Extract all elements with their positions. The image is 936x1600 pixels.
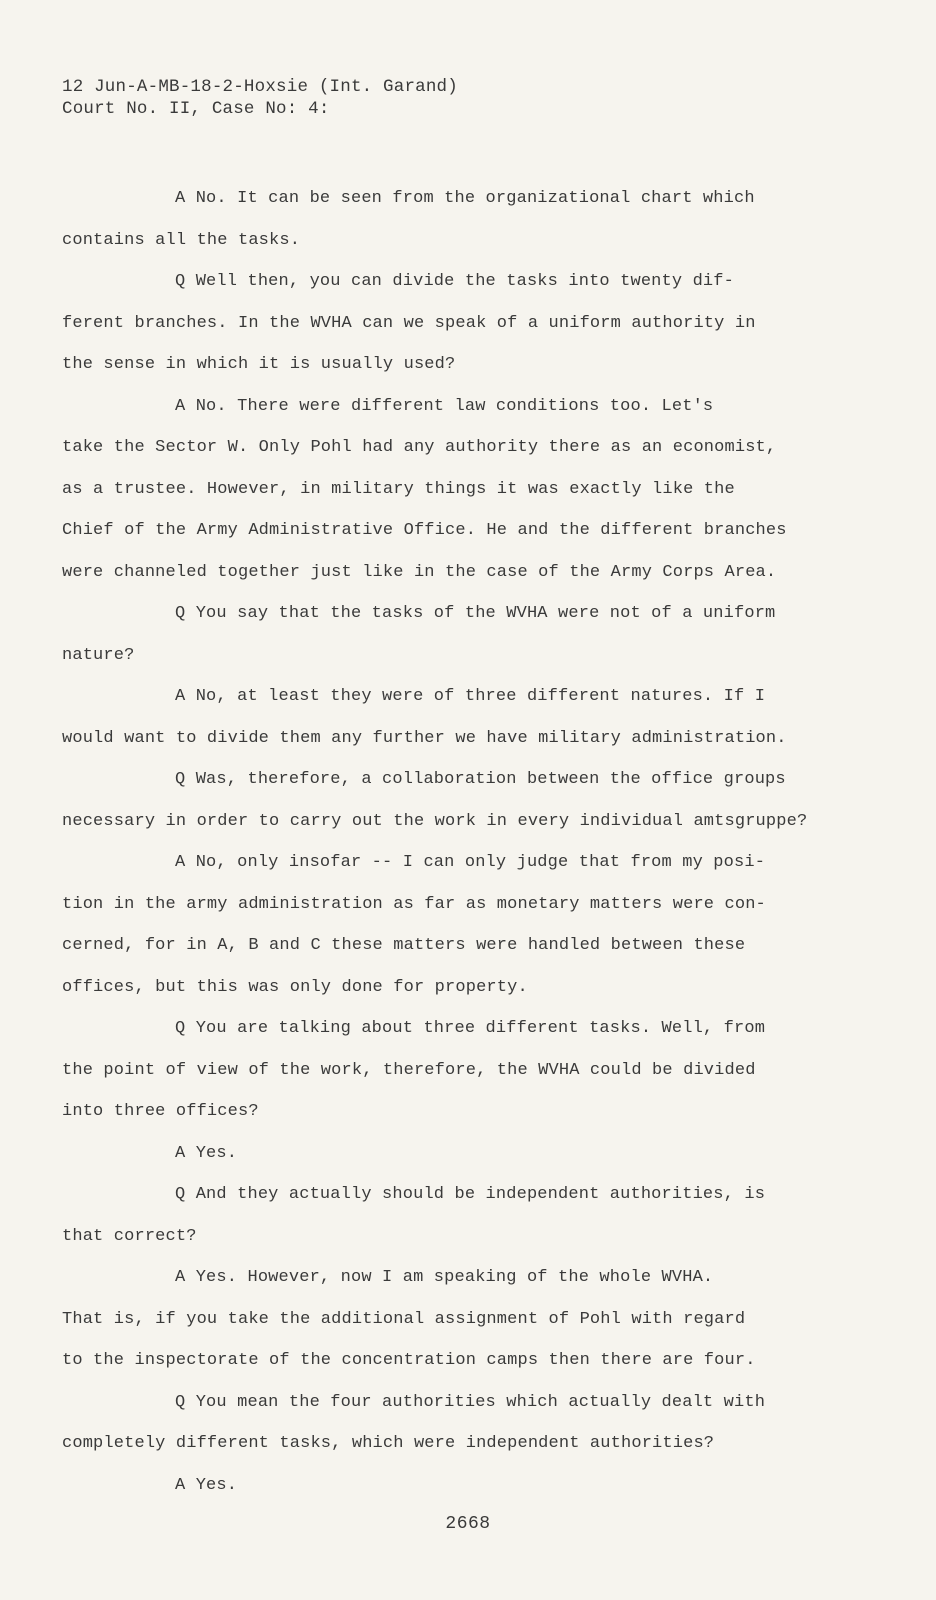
paragraph-first-line: Q You say that the tasks of the WVHA were not of a uniform [175, 604, 776, 623]
paragraph [62, 178, 902, 261]
paragraph-first-line: A Yes. However, now I am speaking of the whole WVHA. [175, 1268, 714, 1287]
paragraph-line: were channeled together just like in the case of the Army Corps Area. [62, 562, 777, 582]
paragraph [62, 759, 902, 842]
header-line-1: 12 Jun-A-MB-18-2-Hoxsie (Int. Garand) [62, 77, 458, 97]
paragraph-first-line: Q You are talking about three different tasks. Well, from [175, 1019, 766, 1038]
paragraph-first-line: A No, at least they were of three different natures. If I [175, 687, 766, 706]
page-number: 2668 [445, 1514, 491, 1534]
paragraph-line: That is, if you take the additional assignment of Pohl with regard [62, 1309, 746, 1329]
transcript-body [62, 178, 902, 1506]
paragraph-first-line: Q Well then, you can divide the tasks into twenty dif- [175, 272, 734, 291]
paragraph-line: cerned, for in A, B and C these matters were handled between these [62, 936, 746, 955]
paragraph-line: would want to divide them any further we have military administration. [62, 728, 787, 748]
paragraph-line: Chief of the Army Administrative Office. He and the different branches [62, 521, 787, 540]
paragraph [62, 842, 902, 1008]
paragraph-line: as a trustee. However, in military things it was exactly like the [62, 479, 735, 499]
paragraph [62, 676, 902, 759]
paragraph-line: necessary in order to carry out the work in every individual amtsgruppe? [62, 811, 808, 831]
paragraph-line: to the inspectorate of the concentration camps then there are four. [62, 1351, 756, 1370]
paragraph-line: ferent branches. In the WVHA can we speak of a uniform authority in [62, 313, 756, 333]
paragraph-line: the point of view of the work, therefore, the WVHA could be divided [62, 1060, 756, 1080]
paragraph-line: take the Sector W. Only Pohl had any authority there as an economist, [62, 438, 777, 457]
paragraph [62, 386, 902, 594]
paragraph [62, 1008, 902, 1133]
document-header [62, 76, 458, 120]
paragraph-first-line: A No. It can be seen from the organizational chart which [175, 189, 755, 208]
paragraph-first-line: Q Was, therefore, a collaboration between the office groups [175, 770, 786, 789]
paragraph [62, 1133, 902, 1175]
paragraph-line: that correct? [62, 1226, 197, 1246]
paragraph-line: contains all the tasks. [62, 230, 301, 250]
paragraph-line: the sense in which it is usually used? [62, 355, 456, 374]
header-line-2: Court No. II, Case No: 4: [62, 99, 330, 119]
paragraph-line: completely different tasks, which were independent authorities? [62, 1434, 715, 1453]
paragraph [62, 1382, 902, 1465]
paragraph-first-line: A No. There were different law conditions too. Let's [175, 396, 714, 416]
paragraph [62, 1465, 902, 1507]
paragraph [62, 1257, 902, 1382]
paragraph [62, 261, 902, 386]
paragraph [62, 1174, 902, 1257]
paragraph-line: nature? [62, 645, 135, 665]
paragraph-line: into three offices? [62, 1102, 259, 1121]
paragraph-line: offices, but this was only done for property. [62, 977, 528, 997]
paragraph-first-line: A Yes. [175, 1143, 238, 1163]
paragraph-line: tion in the army administration as far as monetary matters were con- [62, 894, 766, 914]
paragraph-first-line: A Yes. [175, 1475, 238, 1495]
paragraph-first-line: A No, only insofar -- I can only judge that from my posi- [175, 853, 766, 872]
paragraph-first-line: Q And they actually should be independent authorities, is [175, 1185, 766, 1204]
paragraph [62, 593, 902, 676]
paragraph-first-line: Q You mean the four authorities which actually dealt with [175, 1392, 766, 1412]
